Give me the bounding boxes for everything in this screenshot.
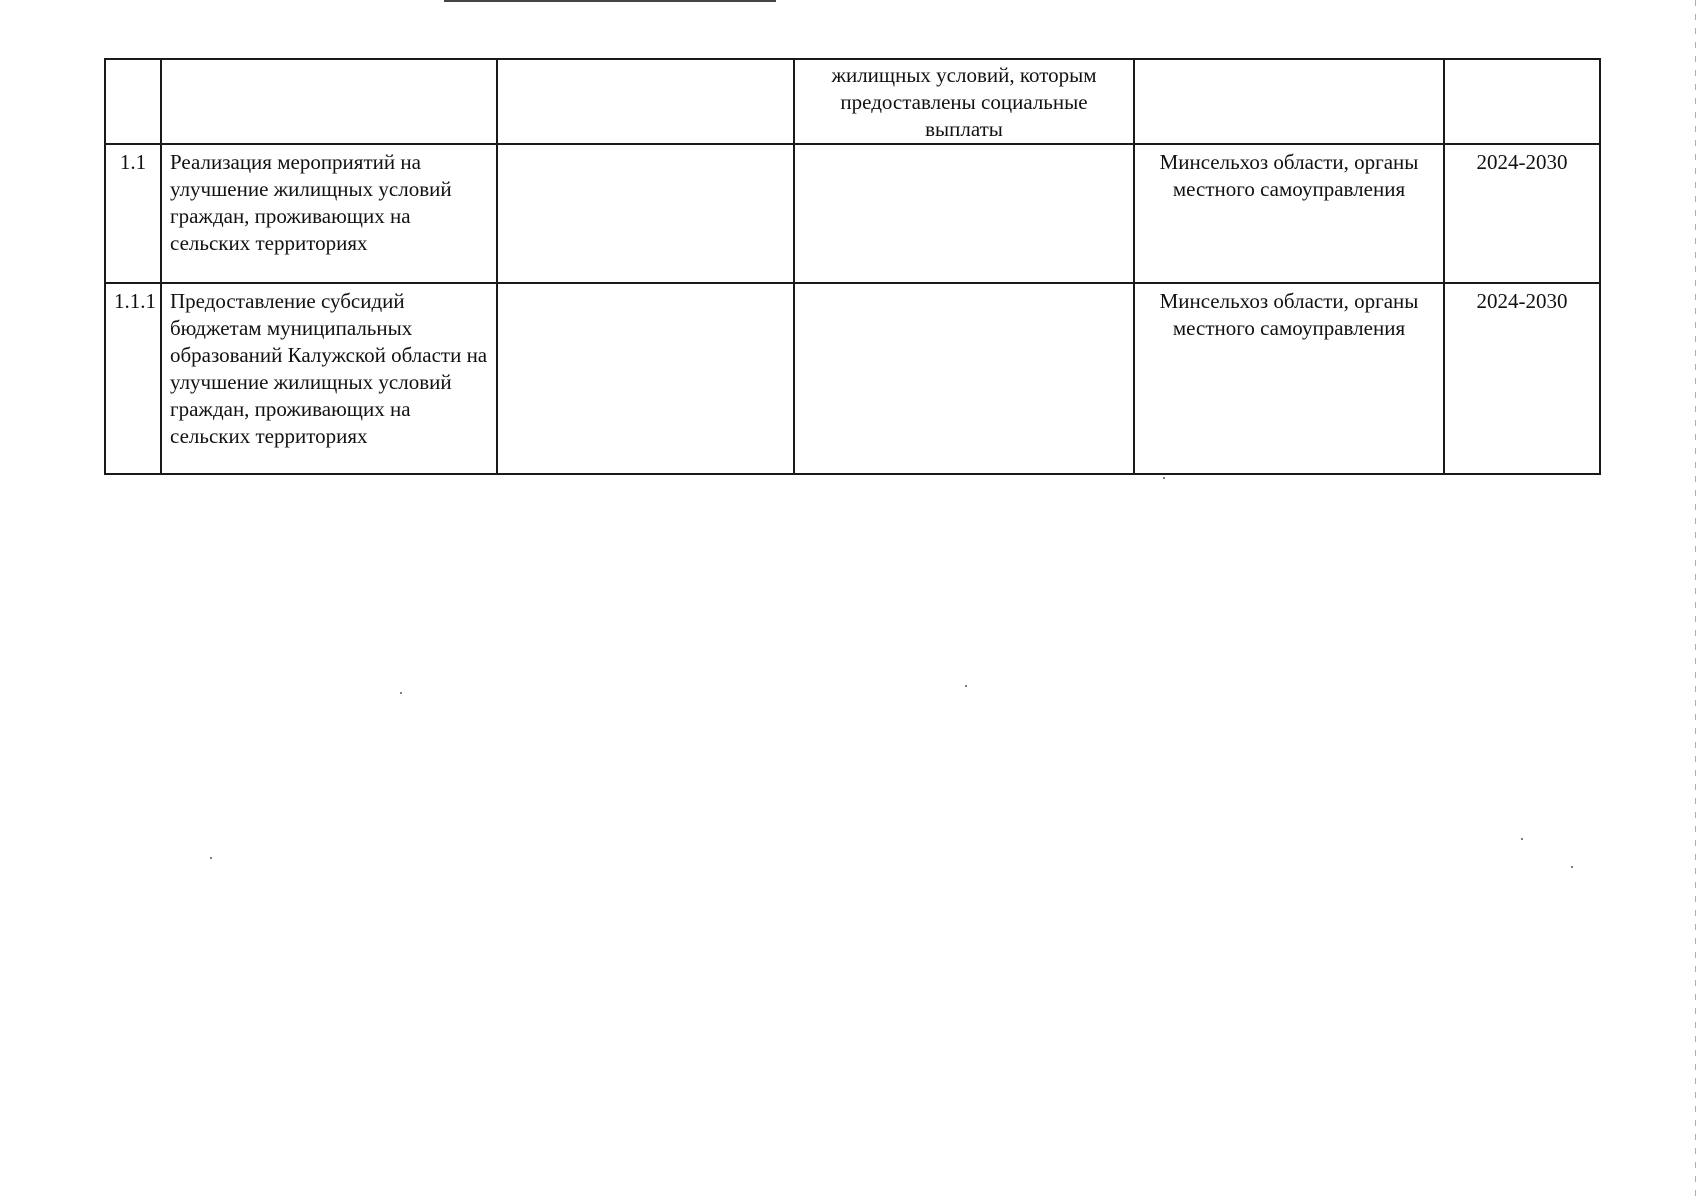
indicator-description-cell xyxy=(794,283,1134,474)
executor-cell: Минсельхоз области, органы местного самоуправления xyxy=(1134,144,1444,283)
indicator-description-cell: жилищных условий, которым предоставлены социальные выплаты xyxy=(794,59,1134,144)
term-cell: 2024-2030 xyxy=(1444,144,1600,283)
indicator-cell xyxy=(497,283,794,474)
indicator-description-cell xyxy=(794,144,1134,283)
table-row xyxy=(105,144,1600,283)
scan-speck xyxy=(400,692,402,694)
activity-name-cell xyxy=(161,59,497,144)
executor-cell xyxy=(1134,59,1444,144)
scan-speck xyxy=(1571,866,1573,868)
term-cell: 2024-2030 xyxy=(1444,283,1600,474)
top-rule xyxy=(444,0,776,2)
scan-speck xyxy=(210,857,212,859)
activity-name-cell: Реализация мероприятий на улучшение жилищных условий граждан, проживающих на сельских территориях xyxy=(161,144,497,283)
indicator-cell xyxy=(497,59,794,144)
scan-edge xyxy=(1695,0,1696,1200)
table-row xyxy=(105,59,1600,144)
term-cell xyxy=(1444,59,1600,144)
scan-speck xyxy=(965,685,967,687)
executor-cell: Минсельхоз области, органы местного самоуправления xyxy=(1134,283,1444,474)
scan-speck xyxy=(1163,477,1165,479)
table-row xyxy=(105,283,1600,474)
row-number-cell: 1.1.1 xyxy=(105,283,161,474)
scan-speck xyxy=(1521,838,1523,840)
program-table xyxy=(104,58,1601,475)
row-number-cell xyxy=(105,59,161,144)
row-number-cell: 1.1 xyxy=(105,144,161,283)
indicator-cell xyxy=(497,144,794,283)
activity-name-cell: Предоставление субсидий бюджетам муниципальных образований Калужской области на улучшение жилищных условий граждан, проживающих на сельских территориях xyxy=(161,283,497,474)
